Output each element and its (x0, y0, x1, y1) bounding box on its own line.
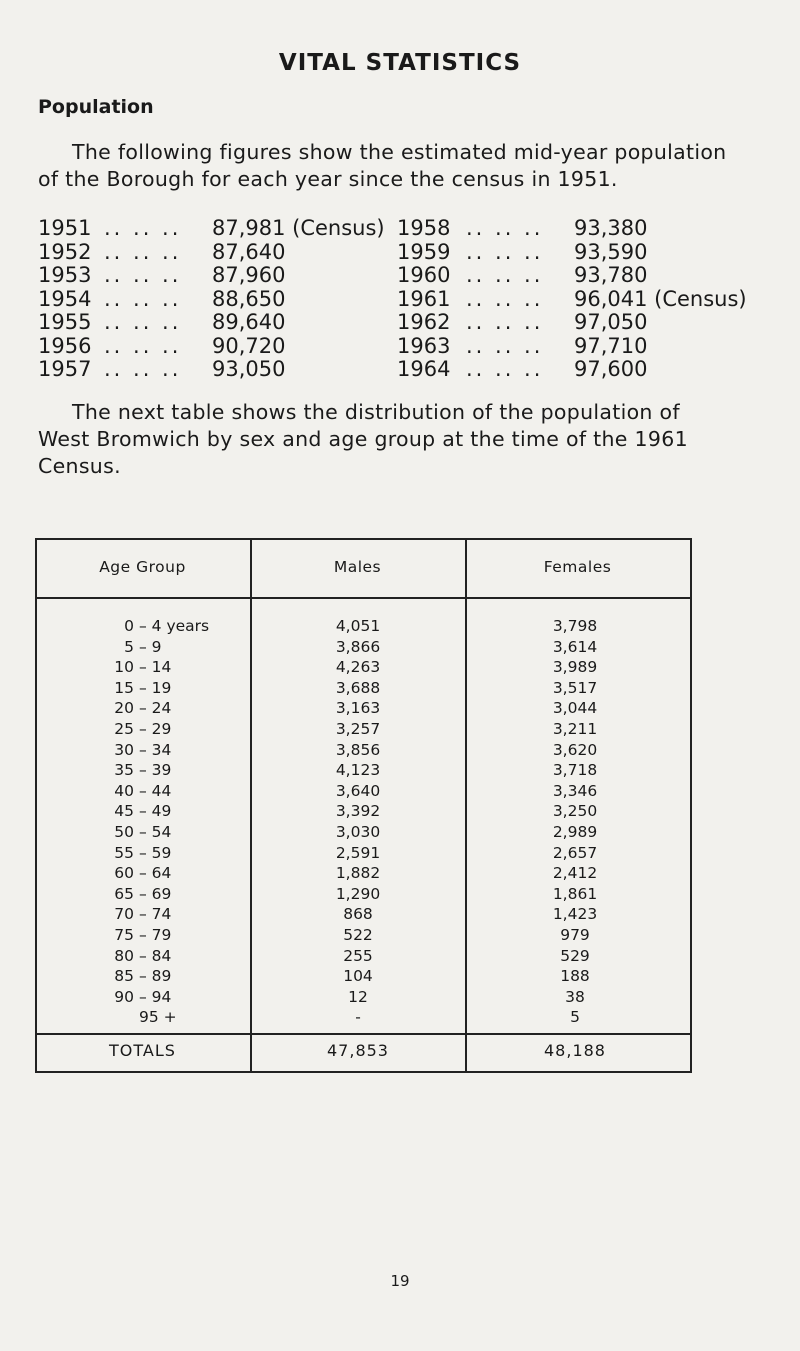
age-to: – 14 (139, 658, 172, 677)
females-count: 2,657 (552, 843, 598, 862)
females-count: 3,250 (552, 802, 598, 821)
leader-dots: .. .. .. (466, 216, 544, 240)
population-row (0, 357, 800, 381)
males-count: 4,123 (335, 761, 381, 780)
header-males: Males (333, 558, 382, 576)
totals-females: 48,188 (544, 1041, 606, 1060)
males-count: 522 (343, 926, 373, 944)
age-from: 45 (114, 802, 134, 821)
population-year: 1963 (397, 333, 451, 358)
totals-males: 47,853 (327, 1041, 389, 1060)
population-value: 93,590 (574, 239, 648, 264)
females-count: 1,423 (552, 905, 598, 924)
females-count: 3,614 (552, 637, 598, 656)
females-count: 529 (560, 946, 590, 965)
table-row (35, 677, 692, 699)
males-count: 255 (343, 946, 373, 965)
leader-dots: .. .. .. (466, 357, 544, 381)
population-value: 93,050 (212, 357, 286, 381)
age-from: 70 (114, 905, 134, 924)
females-count: 188 (560, 967, 590, 986)
males-count: 3,030 (335, 823, 381, 841)
table-row (35, 759, 692, 781)
age-from: 15 (114, 678, 134, 697)
table-row (35, 697, 692, 719)
age-from: 65 (114, 884, 134, 903)
intro-paragraph (38, 139, 760, 193)
table-row (35, 615, 692, 637)
table-row (35, 965, 692, 987)
population-year: 1951 (38, 216, 92, 240)
table-row (35, 656, 692, 678)
age-to: – 24 (139, 699, 172, 718)
age-to: – 84 (139, 946, 172, 965)
totals-label: TOTALS (109, 1041, 176, 1060)
population-value: 93,780 (574, 263, 648, 287)
population-value: 87,981 (Census) (212, 216, 385, 240)
males-count: 3,392 (335, 802, 381, 821)
males-count: 104 (343, 967, 373, 986)
population-value: 97,710 (574, 333, 648, 358)
males-count: 1,290 (335, 884, 381, 903)
males-count: 2,591 (335, 843, 381, 862)
table-row (35, 800, 692, 822)
population-year: 1954 (38, 286, 92, 311)
population-value: 96,041 (Census) (574, 286, 747, 311)
table-row (35, 924, 692, 946)
age-from: 85 (114, 967, 134, 986)
table-intro-line-1: The next table shows the distribution of the population of (72, 400, 680, 424)
females-count: 5 (570, 1008, 580, 1027)
table-row (35, 718, 692, 740)
population-value: 87,640 (212, 239, 286, 264)
age-from: 30 (114, 740, 134, 759)
leader-dots: .. .. .. (466, 239, 544, 264)
age-to: – 59 (139, 843, 172, 862)
population-row (0, 240, 800, 264)
males-count: 3,856 (335, 740, 381, 759)
leader-dots: .. .. .. (466, 263, 544, 287)
census-table (35, 538, 692, 1351)
population-year: 1955 (38, 310, 92, 334)
females-count: 2,989 (552, 823, 598, 841)
leader-dots: .. .. .. (104, 286, 182, 311)
table-row (35, 636, 692, 658)
table-row (35, 842, 692, 864)
leader-dots: .. .. .. (466, 310, 544, 334)
section-heading: Population (38, 96, 154, 118)
age-to: – 4 years (139, 617, 210, 635)
females-count: 3,798 (552, 617, 598, 635)
females-count: 3,620 (552, 740, 598, 759)
population-row (0, 263, 800, 287)
table-row (35, 821, 692, 843)
males-count: 4,263 (335, 658, 381, 677)
age-to: – 74 (139, 905, 172, 924)
females-count: 3,989 (552, 658, 598, 677)
table-row (35, 862, 692, 884)
males-count: 3,257 (335, 720, 381, 738)
leader-dots: .. .. .. (104, 263, 182, 287)
leader-dots: .. .. .. (466, 286, 544, 311)
age-to: – 44 (139, 781, 172, 800)
population-value: 89,640 (212, 310, 286, 334)
population-row (0, 310, 800, 334)
table-row (35, 986, 692, 1008)
leader-dots: .. .. .. (104, 216, 182, 240)
population-year: 1964 (397, 357, 451, 381)
females-count: 3,718 (552, 761, 598, 780)
age-to: – 79 (139, 926, 172, 944)
population-value: 97,050 (574, 310, 648, 334)
females-count: 2,412 (552, 864, 598, 883)
population-year: 1957 (38, 357, 92, 381)
population-value: 88,650 (212, 286, 286, 311)
intro-line-2: of the Borough for each year since the census in 1951. (38, 167, 618, 191)
population-value: 97,600 (574, 357, 648, 381)
table-row (35, 1006, 692, 1028)
totals-rule (35, 1033, 692, 1035)
population-value: 87,960 (212, 263, 286, 287)
population-row (0, 216, 800, 240)
age-from: 50 (114, 823, 134, 841)
age-to: – 54 (139, 823, 172, 841)
females-count: 38 (565, 987, 585, 1006)
population-value: 90,720 (212, 333, 286, 358)
table-row (35, 883, 692, 905)
header-age-group: Age Group (99, 558, 186, 576)
leader-dots: .. .. .. (104, 239, 182, 264)
females-count: 3,346 (552, 781, 598, 800)
age-from: 75 (114, 926, 134, 944)
leader-dots: .. .. .. (466, 333, 544, 358)
population-row (0, 287, 800, 311)
table-bottom-rule (35, 1071, 692, 1073)
population-year: 1952 (38, 239, 92, 264)
population-year: 1962 (397, 310, 451, 334)
age-from: 35 (114, 761, 134, 780)
males-count: 3,163 (335, 699, 381, 718)
males-count: 12 (348, 987, 368, 1006)
females-count: 3,211 (552, 720, 598, 738)
population-year: 1956 (38, 333, 92, 358)
females-count: 3,517 (552, 678, 598, 697)
population-value: 93,380 (574, 216, 648, 240)
population-year: 1959 (397, 239, 451, 264)
age-from: 20 (114, 699, 134, 718)
males-count: 3,640 (335, 781, 381, 800)
leader-dots: .. .. .. (104, 310, 182, 334)
age-to: – 39 (139, 761, 172, 780)
table-row (35, 945, 692, 967)
leader-dots: .. .. .. (104, 357, 182, 381)
females-count: 3,044 (552, 699, 598, 718)
males-count: 3,866 (335, 637, 381, 656)
age-to: – 94 (139, 987, 172, 1006)
population-row (0, 334, 800, 358)
males-count: 4,051 (335, 617, 381, 635)
males-count: 3,688 (335, 678, 381, 697)
table-row (35, 903, 692, 925)
population-year: 1961 (397, 286, 451, 311)
age-to: – 64 (139, 864, 172, 883)
age-to: – 69 (139, 884, 172, 903)
table-intro-line-2: West Bromwich by sex and age group at the time of the 1961 (38, 427, 688, 451)
age-to: – 89 (139, 967, 172, 986)
age-to: – 49 (139, 802, 172, 821)
age-from: 5 (124, 637, 134, 656)
age-from: 90 (114, 987, 134, 1006)
age-from: 80 (114, 946, 134, 965)
age-to: – 29 (139, 720, 172, 738)
males-count: - (355, 1008, 361, 1027)
population-year: 1958 (397, 216, 451, 240)
age-from: 10 (114, 658, 134, 677)
header-rule (35, 597, 692, 599)
age-to: – 19 (139, 678, 172, 697)
females-count: 979 (560, 926, 590, 944)
age-from: 0 (124, 617, 134, 635)
age-to: – 34 (139, 740, 172, 759)
table-row (35, 739, 692, 761)
table-row (35, 780, 692, 802)
age-to: – 9 (139, 637, 162, 656)
table-top-rule (35, 538, 692, 540)
header-females: Females (543, 558, 612, 576)
page-title: VITAL STATISTICS (278, 50, 522, 76)
leader-dots: .. .. .. (104, 333, 182, 358)
age-from: 60 (114, 864, 134, 883)
males-count: 868 (343, 905, 373, 924)
population-year: 1953 (38, 263, 92, 287)
page-number: 19 (390, 1272, 410, 1290)
age-from: 25 (114, 720, 134, 738)
age-from: 40 (114, 781, 134, 800)
table-intro-line-3: Census. (38, 454, 121, 478)
males-count: 1,882 (335, 864, 381, 883)
females-count: 1,861 (552, 884, 598, 903)
population-year: 1960 (397, 263, 451, 287)
age-from: 55 (114, 843, 134, 862)
age-to: 95 + (139, 1008, 177, 1027)
table-intro-paragraph (38, 399, 760, 480)
intro-line-1: The following figures show the estimated mid-year population (72, 140, 727, 164)
